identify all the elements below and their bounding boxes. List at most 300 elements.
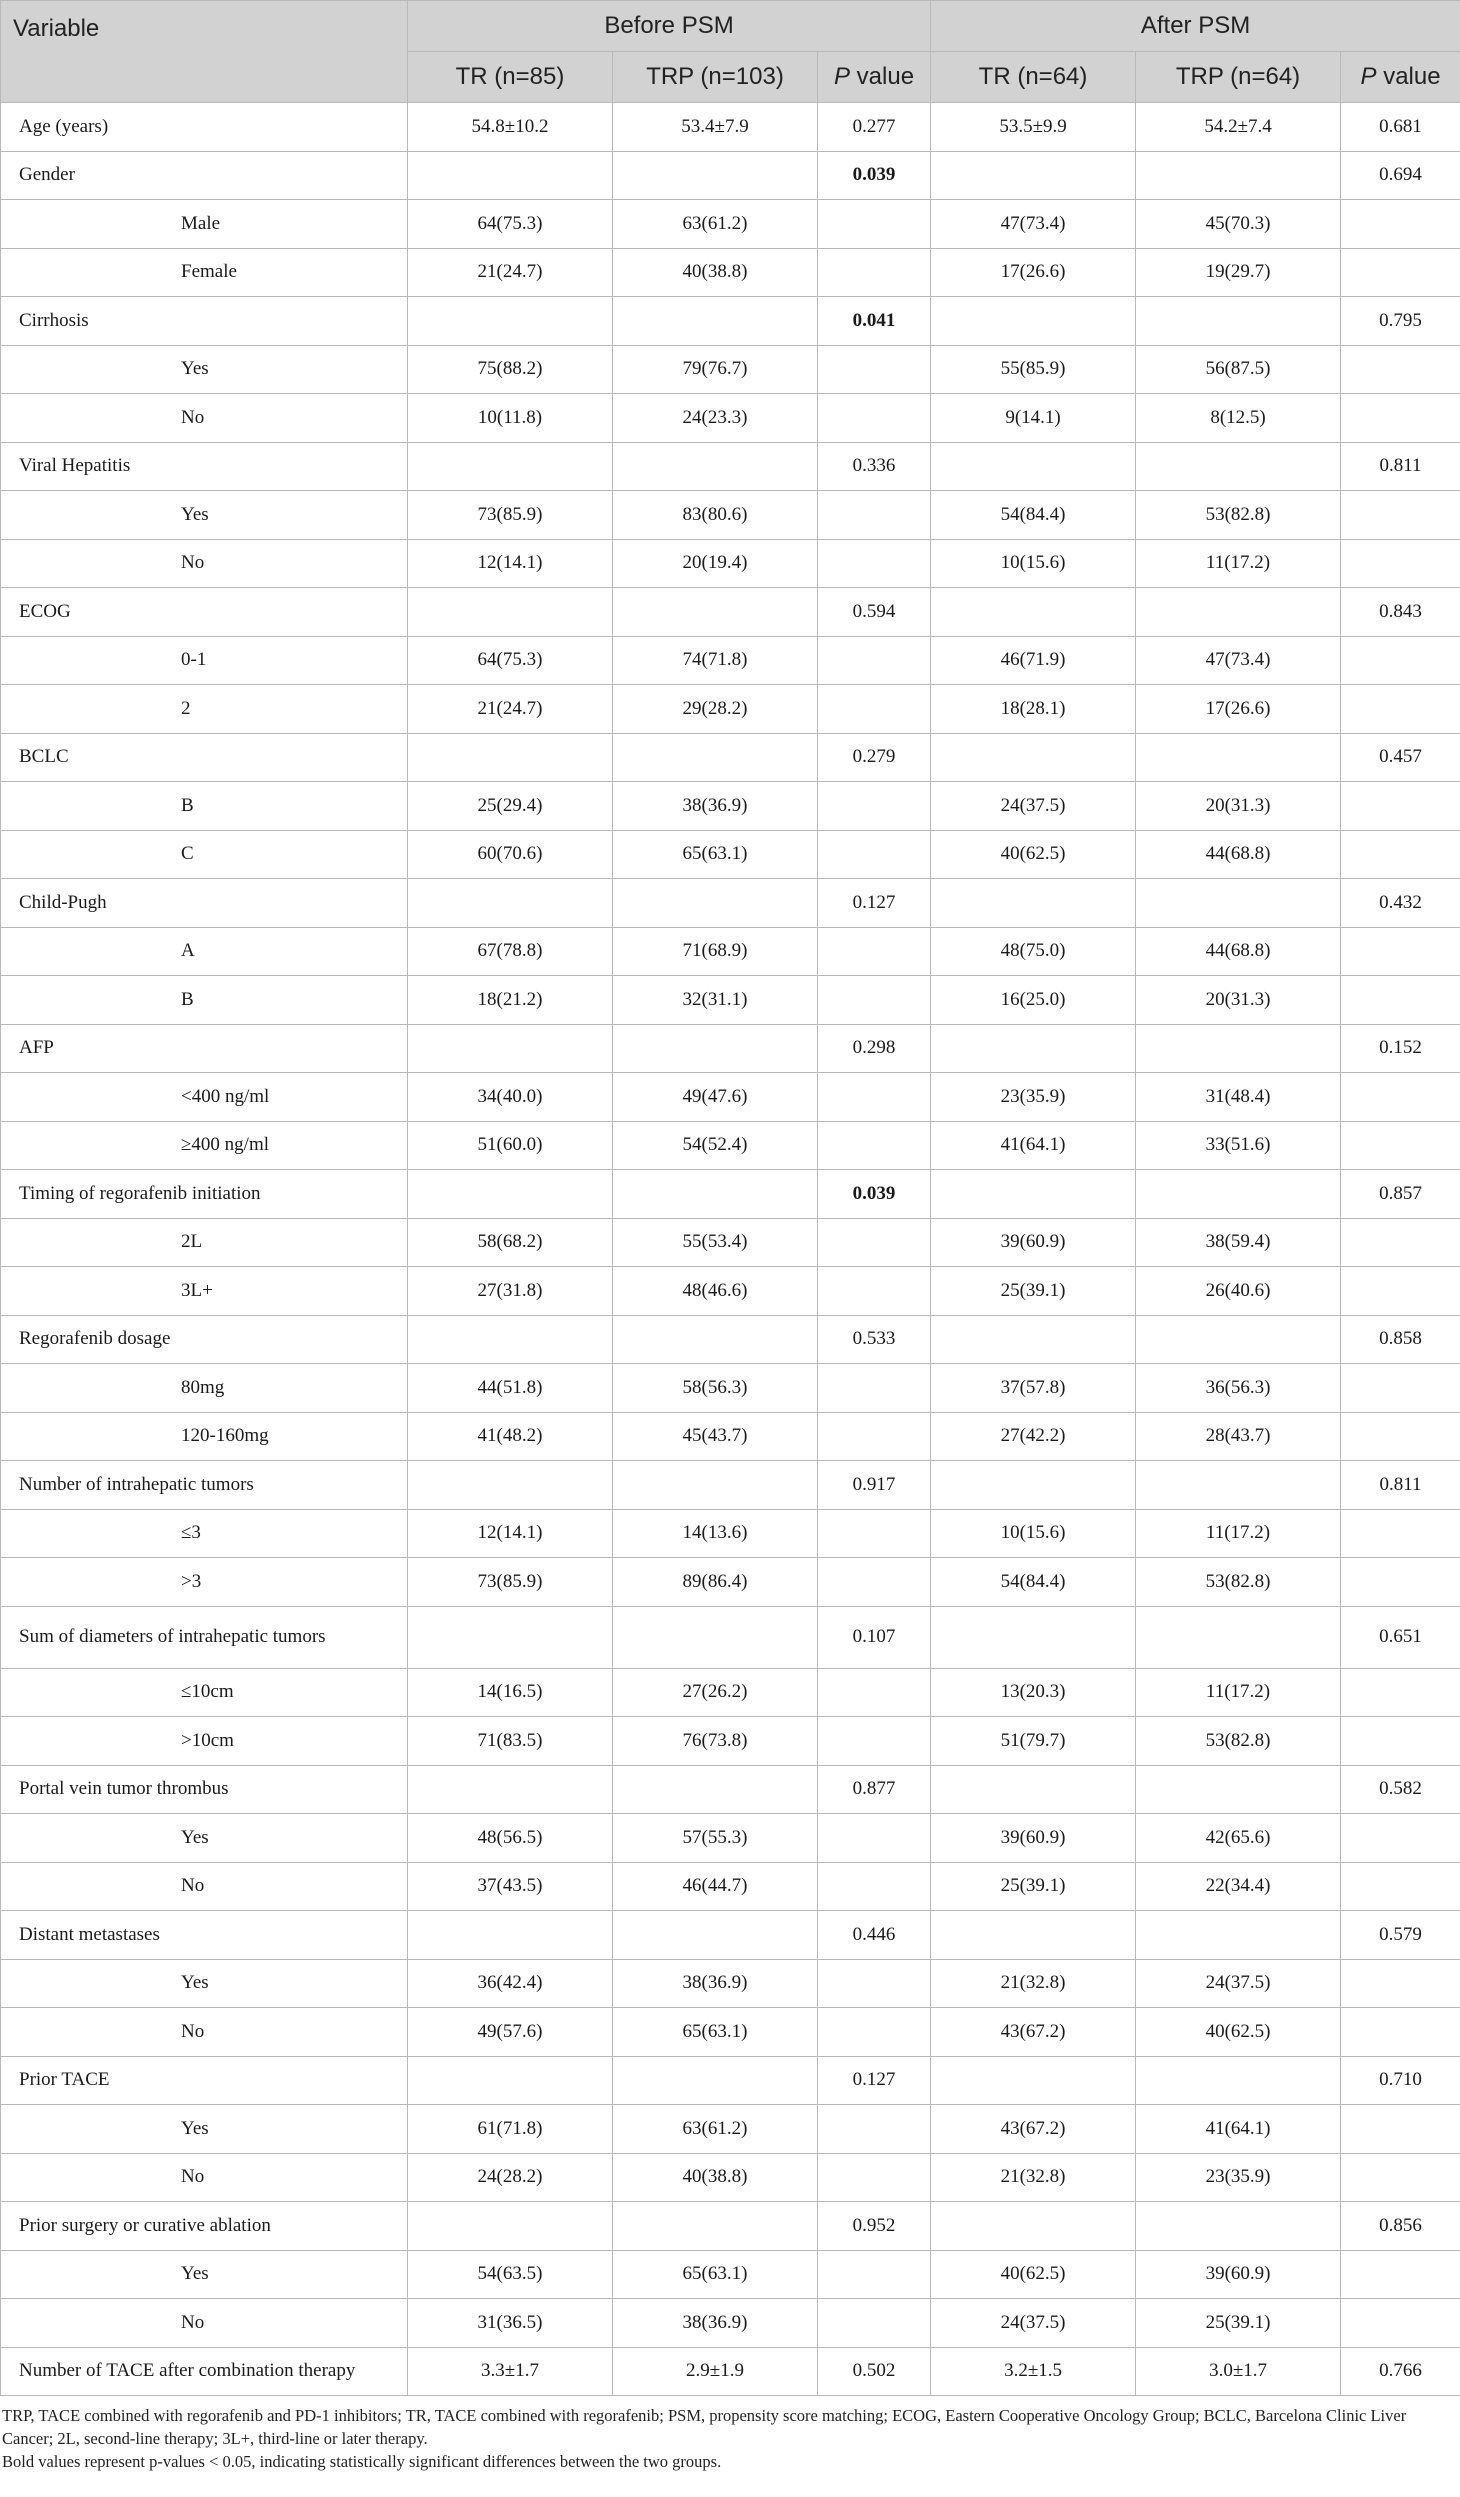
cell-trp-before xyxy=(613,1606,818,1668)
cell-trp-after: 3.0±1.7 xyxy=(1136,2347,1341,2396)
cell-trp-after: 17(26.6) xyxy=(1136,685,1341,734)
cell-p-before xyxy=(818,345,931,394)
cell-trp-after: 20(31.3) xyxy=(1136,976,1341,1025)
cell-tr-after: 21(32.8) xyxy=(931,2153,1136,2202)
cell-p-before: 0.952 xyxy=(818,2202,931,2251)
table-row xyxy=(1,1364,1460,1413)
cell-p-after xyxy=(1341,2105,1460,2154)
cell-p-before: 0.039 xyxy=(818,151,931,200)
row-sublabel: 3L+ xyxy=(1,1267,408,1316)
cell-tr-after xyxy=(931,879,1136,928)
footnotes xyxy=(0,2396,1460,2473)
cell-p-before xyxy=(818,491,931,540)
table-row xyxy=(1,1862,1460,1911)
cell-tr-before: 73(85.9) xyxy=(408,491,613,540)
cell-trp-before: 83(80.6) xyxy=(613,491,818,540)
cell-tr-after: 3.2±1.5 xyxy=(931,2347,1136,2396)
table-row xyxy=(1,1024,1460,1073)
cell-trp-before: 65(63.1) xyxy=(613,830,818,879)
cell-trp-before: 49(47.6) xyxy=(613,1073,818,1122)
cell-trp-before: 38(36.9) xyxy=(613,1959,818,2008)
p-letter: P xyxy=(833,63,850,90)
cell-tr-after: 47(73.4) xyxy=(931,200,1136,249)
row-label: Cirrhosis xyxy=(1,297,408,346)
cell-trp-after: 23(35.9) xyxy=(1136,2153,1341,2202)
table-row xyxy=(1,345,1460,394)
row-label: Prior TACE xyxy=(1,2056,408,2105)
cell-trp-after xyxy=(1136,2056,1341,2105)
cell-trp-before: 45(43.7) xyxy=(613,1412,818,1461)
cell-trp-after: 26(40.6) xyxy=(1136,1267,1341,1316)
cell-trp-after: 11(17.2) xyxy=(1136,1668,1341,1717)
cell-p-after xyxy=(1341,1073,1460,1122)
cell-p-after: 0.457 xyxy=(1341,733,1460,782)
table-row xyxy=(1,636,1460,685)
cell-tr-before: 44(51.8) xyxy=(408,1364,613,1413)
cell-p-after: 0.694 xyxy=(1341,151,1460,200)
table-row xyxy=(1,2250,1460,2299)
cell-tr-after xyxy=(931,151,1136,200)
table-row xyxy=(1,1717,1460,1766)
cell-tr-before xyxy=(408,1765,613,1814)
cell-tr-before xyxy=(408,297,613,346)
cell-trp-after xyxy=(1136,1024,1341,1073)
cell-p-after: 0.858 xyxy=(1341,1315,1460,1364)
cell-tr-after xyxy=(931,1606,1136,1668)
cell-tr-before: 60(70.6) xyxy=(408,830,613,879)
cell-trp-after xyxy=(1136,733,1341,782)
row-sublabel: C xyxy=(1,830,408,879)
cell-tr-after xyxy=(931,1461,1136,1510)
cell-trp-before: 63(61.2) xyxy=(613,200,818,249)
table-row xyxy=(1,2347,1460,2396)
table-row xyxy=(1,491,1460,540)
cell-p-after xyxy=(1341,2153,1460,2202)
cell-p-before xyxy=(818,830,931,879)
cell-trp-after: 38(59.4) xyxy=(1136,1218,1341,1267)
cell-tr-before: 27(31.8) xyxy=(408,1267,613,1316)
table-row xyxy=(1,1911,1460,1960)
table-row xyxy=(1,1558,1460,1607)
cell-p-after xyxy=(1341,1412,1460,1461)
cell-p-before: 0.107 xyxy=(818,1606,931,1668)
cell-p-after xyxy=(1341,2250,1460,2299)
cell-p-after xyxy=(1341,1267,1460,1316)
cell-tr-before xyxy=(408,442,613,491)
cell-p-after xyxy=(1341,2299,1460,2348)
table-row xyxy=(1,539,1460,588)
cell-tr-before: 10(11.8) xyxy=(408,394,613,443)
cell-trp-before xyxy=(613,879,818,928)
cell-p-after xyxy=(1341,1959,1460,2008)
cell-tr-after xyxy=(931,2202,1136,2251)
cell-trp-before: 38(36.9) xyxy=(613,782,818,831)
row-sublabel: No xyxy=(1,2299,408,2348)
cell-tr-before: 12(14.1) xyxy=(408,1509,613,1558)
cell-tr-after xyxy=(931,297,1136,346)
cell-trp-before xyxy=(613,297,818,346)
table-row xyxy=(1,879,1460,928)
cell-tr-after: 25(39.1) xyxy=(931,1862,1136,1911)
cell-p-before xyxy=(818,1509,931,1558)
cell-trp-after xyxy=(1136,2202,1341,2251)
row-label: Sum of diameters of intrahepatic tumors xyxy=(1,1606,408,1668)
cell-trp-after xyxy=(1136,1606,1341,1668)
cell-trp-after xyxy=(1136,588,1341,637)
cell-trp-before xyxy=(613,1461,818,1510)
cell-trp-after: 44(68.8) xyxy=(1136,927,1341,976)
table-row xyxy=(1,588,1460,637)
cell-tr-before xyxy=(408,1170,613,1219)
cell-p-before xyxy=(818,1717,931,1766)
cell-p-after xyxy=(1341,685,1460,734)
cell-tr-after: 24(37.5) xyxy=(931,2299,1136,2348)
row-sublabel: ≤3 xyxy=(1,1509,408,1558)
cell-p-after: 0.710 xyxy=(1341,2056,1460,2105)
table-row xyxy=(1,2153,1460,2202)
cell-tr-after: 25(39.1) xyxy=(931,1267,1136,1316)
cell-p-before xyxy=(818,782,931,831)
cell-tr-before: 3.3±1.7 xyxy=(408,2347,613,2396)
cell-p-before: 0.127 xyxy=(818,2056,931,2105)
cell-tr-before: 18(21.2) xyxy=(408,976,613,1025)
cell-trp-before: 58(56.3) xyxy=(613,1364,818,1413)
cell-trp-before xyxy=(613,151,818,200)
cell-tr-before: 34(40.0) xyxy=(408,1073,613,1122)
row-label: Child-Pugh xyxy=(1,879,408,928)
cell-trp-before: 65(63.1) xyxy=(613,2008,818,2057)
cell-tr-after: 54(84.4) xyxy=(931,491,1136,540)
cell-tr-before: 67(78.8) xyxy=(408,927,613,976)
cell-p-after xyxy=(1341,1121,1460,1170)
header-after-psm: After PSM xyxy=(931,1,1460,52)
cell-trp-after: 25(39.1) xyxy=(1136,2299,1341,2348)
header-trp-before: TRP (n=103) xyxy=(613,52,818,103)
row-sublabel: 120-160mg xyxy=(1,1412,408,1461)
row-label: AFP xyxy=(1,1024,408,1073)
cell-p-after: 0.766 xyxy=(1341,2347,1460,2396)
p-value-text: value xyxy=(856,63,915,90)
table-row xyxy=(1,1121,1460,1170)
table-row xyxy=(1,733,1460,782)
cell-p-before xyxy=(818,200,931,249)
cell-trp-before: 48(46.6) xyxy=(613,1267,818,1316)
cell-p-after: 0.856 xyxy=(1341,2202,1460,2251)
cell-tr-before: 24(28.2) xyxy=(408,2153,613,2202)
row-sublabel: No xyxy=(1,394,408,443)
cell-trp-after xyxy=(1136,297,1341,346)
cell-tr-before: 71(83.5) xyxy=(408,1717,613,1766)
cell-tr-before: 58(68.2) xyxy=(408,1218,613,1267)
table-header xyxy=(1,1,1460,103)
cell-trp-after: 39(60.9) xyxy=(1136,2250,1341,2299)
cell-p-before: 0.127 xyxy=(818,879,931,928)
cell-tr-after: 27(42.2) xyxy=(931,1412,1136,1461)
cell-trp-after: 42(65.6) xyxy=(1136,1814,1341,1863)
cell-trp-before: 74(71.8) xyxy=(613,636,818,685)
cell-p-before xyxy=(818,1267,931,1316)
cell-tr-after xyxy=(931,2056,1136,2105)
row-label: BCLC xyxy=(1,733,408,782)
cell-p-before xyxy=(818,1668,931,1717)
cell-p-before: 0.277 xyxy=(818,103,931,152)
table-row xyxy=(1,1461,1460,1510)
cell-p-before: 0.533 xyxy=(818,1315,931,1364)
cell-tr-after xyxy=(931,733,1136,782)
cell-p-after xyxy=(1341,1218,1460,1267)
row-sublabel: Yes xyxy=(1,1814,408,1863)
cell-p-after xyxy=(1341,539,1460,588)
cell-p-before xyxy=(818,2299,931,2348)
row-sublabel: ≤10cm xyxy=(1,1668,408,1717)
cell-trp-before: 40(38.8) xyxy=(613,248,818,297)
cell-p-after: 0.681 xyxy=(1341,103,1460,152)
cell-trp-before: 27(26.2) xyxy=(613,1668,818,1717)
header-variable: Variable xyxy=(1,1,408,103)
cell-trp-after: 8(12.5) xyxy=(1136,394,1341,443)
cell-tr-before: 73(85.9) xyxy=(408,1558,613,1607)
cell-p-after xyxy=(1341,345,1460,394)
cell-tr-after xyxy=(931,1315,1136,1364)
cell-p-after xyxy=(1341,2008,1460,2057)
cell-p-after xyxy=(1341,200,1460,249)
row-sublabel: No xyxy=(1,1862,408,1911)
cell-trp-after: 33(51.6) xyxy=(1136,1121,1341,1170)
row-sublabel: 2 xyxy=(1,685,408,734)
cell-tr-after: 9(14.1) xyxy=(931,394,1136,443)
cell-trp-after xyxy=(1136,879,1341,928)
table-row xyxy=(1,1765,1460,1814)
cell-p-before xyxy=(818,2105,931,2154)
cell-trp-before: 32(31.1) xyxy=(613,976,818,1025)
cell-p-before: 0.041 xyxy=(818,297,931,346)
cell-trp-after: 47(73.4) xyxy=(1136,636,1341,685)
table-row xyxy=(1,927,1460,976)
row-label: Gender xyxy=(1,151,408,200)
p-letter: P xyxy=(1360,63,1377,90)
cell-p-after: 0.811 xyxy=(1341,442,1460,491)
row-sublabel: No xyxy=(1,539,408,588)
cell-p-before: 0.336 xyxy=(818,442,931,491)
cell-p-before xyxy=(818,1121,931,1170)
cell-tr-before: 48(56.5) xyxy=(408,1814,613,1863)
header-p-value-before xyxy=(818,52,931,103)
cell-p-after: 0.795 xyxy=(1341,297,1460,346)
table-row xyxy=(1,1315,1460,1364)
cell-trp-after: 53(82.8) xyxy=(1136,1717,1341,1766)
cell-p-after xyxy=(1341,782,1460,831)
cell-tr-before xyxy=(408,1911,613,1960)
table-row xyxy=(1,1814,1460,1863)
cell-p-after xyxy=(1341,248,1460,297)
row-label: Portal vein tumor thrombus xyxy=(1,1765,408,1814)
table-row xyxy=(1,1170,1460,1219)
row-sublabel: >3 xyxy=(1,1558,408,1607)
header-p-value-after xyxy=(1341,52,1460,103)
cell-trp-before xyxy=(613,733,818,782)
cell-tr-after: 41(64.1) xyxy=(931,1121,1136,1170)
cell-p-before xyxy=(818,685,931,734)
cell-tr-after: 17(26.6) xyxy=(931,248,1136,297)
cell-tr-after: 43(67.2) xyxy=(931,2105,1136,2154)
cell-trp-before: 79(76.7) xyxy=(613,345,818,394)
cell-tr-after: 51(79.7) xyxy=(931,1717,1136,1766)
cell-tr-before: 64(75.3) xyxy=(408,636,613,685)
cell-tr-after: 24(37.5) xyxy=(931,782,1136,831)
cell-tr-after: 23(35.9) xyxy=(931,1073,1136,1122)
cell-trp-after: 40(62.5) xyxy=(1136,2008,1341,2057)
cell-p-before: 0.917 xyxy=(818,1461,931,1510)
cell-trp-after: 31(48.4) xyxy=(1136,1073,1341,1122)
cell-p-after xyxy=(1341,1862,1460,1911)
cell-p-after: 0.651 xyxy=(1341,1606,1460,1668)
cell-trp-before xyxy=(613,442,818,491)
cell-tr-after: 37(57.8) xyxy=(931,1364,1136,1413)
table-row xyxy=(1,685,1460,734)
cell-p-after: 0.811 xyxy=(1341,1461,1460,1510)
row-sublabel: A xyxy=(1,927,408,976)
cell-tr-after: 21(32.8) xyxy=(931,1959,1136,2008)
cell-tr-before: 36(42.4) xyxy=(408,1959,613,2008)
cell-tr-before xyxy=(408,733,613,782)
cell-p-before xyxy=(818,1364,931,1413)
table-row xyxy=(1,1959,1460,2008)
cell-p-before xyxy=(818,927,931,976)
cell-p-before xyxy=(818,2153,931,2202)
cell-trp-after: 11(17.2) xyxy=(1136,539,1341,588)
cell-trp-before: 89(86.4) xyxy=(613,1558,818,1607)
cell-tr-after: 16(25.0) xyxy=(931,976,1136,1025)
row-sublabel: Yes xyxy=(1,345,408,394)
cell-p-before xyxy=(818,976,931,1025)
cell-trp-after xyxy=(1136,151,1341,200)
table-row xyxy=(1,2202,1460,2251)
cell-trp-before xyxy=(613,1765,818,1814)
table-row xyxy=(1,2056,1460,2105)
cell-tr-after xyxy=(931,1765,1136,1814)
cell-trp-before: 46(44.7) xyxy=(613,1862,818,1911)
row-label: Number of intrahepatic tumors xyxy=(1,1461,408,1510)
cell-trp-before: 71(68.9) xyxy=(613,927,818,976)
row-sublabel: B xyxy=(1,782,408,831)
row-sublabel: 80mg xyxy=(1,1364,408,1413)
cell-p-before: 0.039 xyxy=(818,1170,931,1219)
table-row xyxy=(1,297,1460,346)
cell-p-before: 0.298 xyxy=(818,1024,931,1073)
row-sublabel: B xyxy=(1,976,408,1025)
cell-p-after xyxy=(1341,976,1460,1025)
cell-trp-before: 2.9±1.9 xyxy=(613,2347,818,2396)
cell-p-after xyxy=(1341,1668,1460,1717)
cell-tr-after xyxy=(931,1170,1136,1219)
cell-p-after xyxy=(1341,1717,1460,1766)
table-row xyxy=(1,830,1460,879)
cell-p-after: 0.857 xyxy=(1341,1170,1460,1219)
cell-trp-before xyxy=(613,1911,818,1960)
cell-trp-before xyxy=(613,2056,818,2105)
cell-p-before xyxy=(818,1412,931,1461)
cell-tr-before: 64(75.3) xyxy=(408,200,613,249)
table-row xyxy=(1,2105,1460,2154)
cell-tr-after: 48(75.0) xyxy=(931,927,1136,976)
cell-tr-after: 10(15.6) xyxy=(931,1509,1136,1558)
row-sublabel: >10cm xyxy=(1,1717,408,1766)
cell-tr-before xyxy=(408,1606,613,1668)
table-row xyxy=(1,1606,1460,1668)
cell-trp-before: 76(73.8) xyxy=(613,1717,818,1766)
cell-p-after xyxy=(1341,830,1460,879)
cell-tr-after: 43(67.2) xyxy=(931,2008,1136,2057)
cell-p-before xyxy=(818,2008,931,2057)
cell-tr-after xyxy=(931,442,1136,491)
header-tr-before: TR (n=85) xyxy=(408,52,613,103)
table-row xyxy=(1,394,1460,443)
cell-p-before xyxy=(818,248,931,297)
cell-tr-before: 54(63.5) xyxy=(408,2250,613,2299)
cell-p-after xyxy=(1341,1814,1460,1863)
row-sublabel: Female xyxy=(1,248,408,297)
cell-tr-before: 54.8±10.2 xyxy=(408,103,613,152)
cell-tr-after: 55(85.9) xyxy=(931,345,1136,394)
cell-p-after xyxy=(1341,1364,1460,1413)
cell-trp-after: 53(82.8) xyxy=(1136,491,1341,540)
footnote-abbreviations: TRP, TACE combined with regorafenib and PD-1 inhibitors; TR, TACE combined with regorafenib; PSM, propensity score matching; ECOG, Eastern Cooperative Oncology Group; BCLC, Barcelona Clinic Liver Cancer; 2L, second-line therapy; 3L+, third-line or later therapy. xyxy=(2,2406,1407,2448)
cell-p-before xyxy=(818,1959,931,2008)
cell-p-after: 0.582 xyxy=(1341,1765,1460,1814)
cell-tr-before xyxy=(408,151,613,200)
cell-p-after: 0.432 xyxy=(1341,879,1460,928)
cell-trp-after: 20(31.3) xyxy=(1136,782,1341,831)
cell-p-before xyxy=(818,1073,931,1122)
cell-p-before: 0.279 xyxy=(818,733,931,782)
table-row xyxy=(1,1073,1460,1122)
cell-trp-before xyxy=(613,1024,818,1073)
table-body xyxy=(1,103,1460,2396)
table-row xyxy=(1,200,1460,249)
cell-trp-before: 24(23.3) xyxy=(613,394,818,443)
cell-trp-after xyxy=(1136,1315,1341,1364)
table-row xyxy=(1,1509,1460,1558)
cell-tr-before xyxy=(408,2202,613,2251)
row-sublabel: 2L xyxy=(1,1218,408,1267)
cell-tr-before: 75(88.2) xyxy=(408,345,613,394)
cell-tr-after xyxy=(931,1024,1136,1073)
cell-tr-before xyxy=(408,588,613,637)
table-row xyxy=(1,103,1460,152)
cell-tr-after: 40(62.5) xyxy=(931,830,1136,879)
cell-trp-before xyxy=(613,1315,818,1364)
cell-trp-after: 22(34.4) xyxy=(1136,1862,1341,1911)
cell-trp-before: 57(55.3) xyxy=(613,1814,818,1863)
header-trp-after: TRP (n=64) xyxy=(1136,52,1341,103)
header-before-psm: Before PSM xyxy=(408,1,931,52)
cell-trp-before xyxy=(613,2202,818,2251)
cell-tr-before xyxy=(408,879,613,928)
table-row xyxy=(1,442,1460,491)
row-label: Distant metastases xyxy=(1,1911,408,1960)
cell-tr-after: 10(15.6) xyxy=(931,539,1136,588)
cell-p-after xyxy=(1341,927,1460,976)
header-tr-after: TR (n=64) xyxy=(931,52,1136,103)
cell-trp-after xyxy=(1136,442,1341,491)
cell-p-after: 0.579 xyxy=(1341,1911,1460,1960)
cell-p-before xyxy=(818,539,931,588)
cell-tr-before: 49(57.6) xyxy=(408,2008,613,2057)
cell-p-before xyxy=(818,1862,931,1911)
row-label: Age (years) xyxy=(1,103,408,152)
cell-p-after: 0.152 xyxy=(1341,1024,1460,1073)
cell-tr-before xyxy=(408,1024,613,1073)
